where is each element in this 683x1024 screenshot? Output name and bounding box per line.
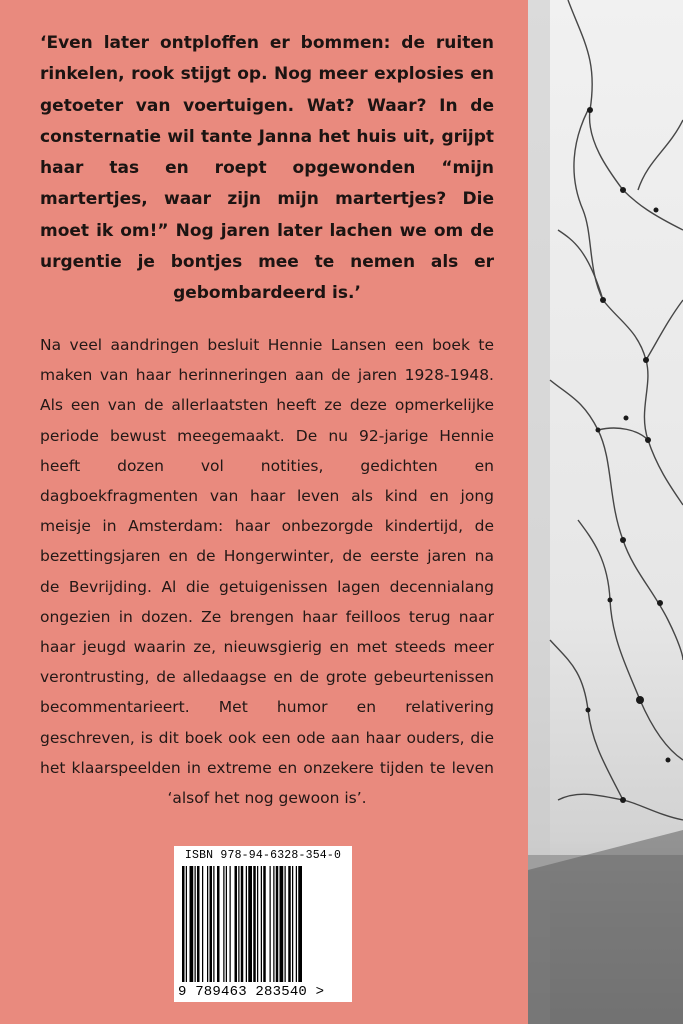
barcode-bar: [197, 866, 200, 982]
barcode-bar: [246, 866, 247, 982]
barcode-bar: [182, 866, 185, 982]
barcode-bar: [210, 866, 213, 982]
barcode-bar: [241, 866, 244, 982]
isbn-digits: 9 789463 283540 >: [178, 984, 325, 1000]
barcode-bar: [261, 866, 262, 982]
barcode-bar: [285, 866, 286, 982]
barcode-bar: [235, 866, 238, 982]
barcode-bar: [217, 866, 220, 982]
isbn-label: ISBN 978-94-6328-354-0: [184, 849, 342, 862]
barcode-bar: [226, 866, 227, 982]
barcode-bar: [223, 866, 224, 982]
barcode-bar: [280, 866, 284, 982]
barcode-bar: [238, 866, 239, 982]
barcode-bar: [213, 866, 214, 982]
blurb-body: Na veel aandringen besluit Hennie Lansen een boek te maken van haar herinneringen aan de jaren 1928-1948. Als een van de allerlaatsten heeft ze deze opmerkelijke periode bewust meegemaakt. De nu 92-jarige Hennie heeft dozen vol notities, gedichten en dagboekfragmenten van haar leven als kind en jong meisje in Amsterdam: haar onbezorgde kindertijd, de bezettingsjaren en de Hongerwinter, de eerste jaren na de Bevrijding. Al die getuigenissen lagen decennialang ongezien in dozen. Ze brengen haar feilloos terug naar haar jeugd waarin ze, nieuwsgierig en met steeds meer verontrusting, de alledaagse en de grote gebeurtenissen becommentarieert. Met humor en relativering geschreven, is dit boek ook een ode aan haar ouders, die het klaarspeelden in extreme en onzekere tijden te leven ‘alsof het nog gewoon is’.: [40, 336, 494, 808]
barcode-bar: [207, 866, 208, 982]
cover-photo-strip: [528, 0, 683, 1024]
barcode-bar: [248, 866, 252, 982]
map-photo: [528, 0, 683, 1024]
barcode-bar: [202, 866, 203, 982]
barcode-bar: [270, 866, 271, 982]
barcode-bar: [292, 866, 293, 982]
blurb-quote: ‘Even later ontploffen er bommen: de ruiten rinkelen, rook stijgt op. Nog meer explosies en getoeter van voertuigen. Wat? Waar? In de consternatie wil tante Janna het huis uit, grijpt haar tas en roept opgewonden “mijn martertjes, waar zijn mijn martertjes? Die moet ik om!” Nog jaren later lachen we om de urgentie je bontjes mee te nemen als er gebombardeerd is.’: [40, 33, 494, 304]
barcode-bars: [180, 866, 346, 982]
barcode-bar: [288, 866, 291, 982]
barcode-bar: [195, 866, 196, 982]
barcode-bar: [263, 866, 266, 982]
isbn-barcode: [174, 846, 352, 1002]
barcode-bar: [186, 866, 187, 982]
barcode-bar: [230, 866, 231, 982]
barcode-bar: [298, 866, 302, 982]
barcode-bar: [276, 866, 279, 982]
barcode-bar: [253, 866, 256, 982]
barcode-bar: [257, 866, 258, 982]
barcode-bar: [296, 866, 297, 982]
barcode-bar: [273, 866, 274, 982]
barcode-bar: [190, 866, 194, 982]
